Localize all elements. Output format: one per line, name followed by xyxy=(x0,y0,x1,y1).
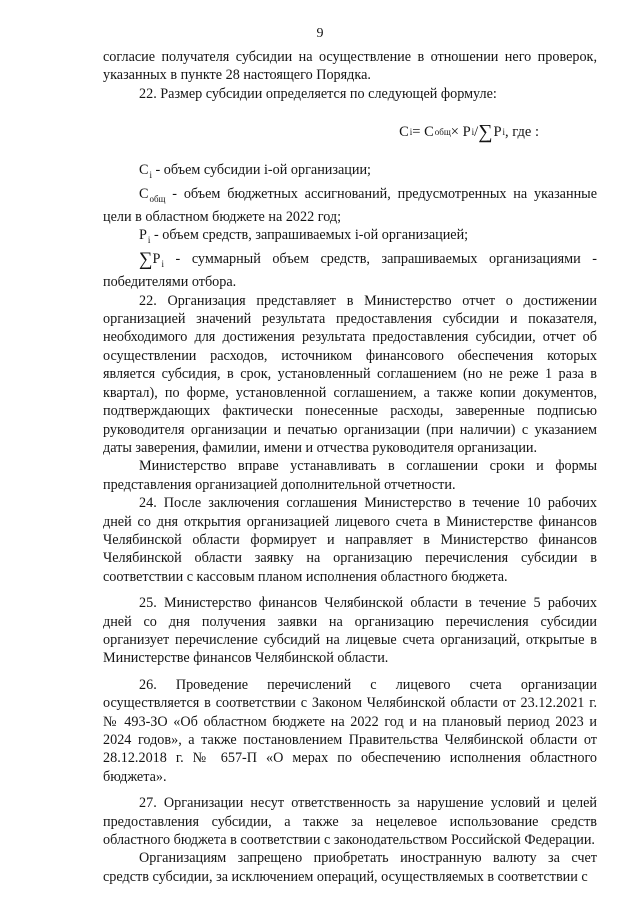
paragraph-currency: Организациям запрещено приобретать иностранную валюту за счет средств субсидии, за исключением операций, осуществляемых в соответствии с xyxy=(103,850,597,885)
paragraph-25: 25. Министерство финансов Челябинской области в течение 5 рабочих дней со дня получения заявки на организацию перечисления субсидии организует перечисление субсидий на лицевые счета организаций, открытые в Министерстве финансов Челябинской области. xyxy=(103,595,597,667)
definition-total-text: - объем бюджетных ассигнований, предусмотренных на указанные цели в областном бюджете на 2022 год; xyxy=(103,185,597,226)
subsidy-formula xyxy=(103,103,597,161)
formula-total-subscript: общ xyxy=(434,127,451,138)
definition-pi-symbol: P xyxy=(139,227,147,244)
paragraph-gap xyxy=(103,586,597,594)
paragraph-27: 27. Организации несут ответственность за нарушение условий и целей предоставления субсидии, а также за нецелевое использование средств областного бюджета в соответствии с законодательством Российской Федерации. xyxy=(103,795,597,849)
paragraph-gap xyxy=(103,668,597,676)
formula-lhs: C xyxy=(399,124,409,141)
paragraph-consent: согласие получателя субсидии на осуществление в отношении него проверок, указанных в пункте 28 настоящего Порядка. xyxy=(103,49,597,84)
definition-sum-var: P xyxy=(152,250,161,267)
definition-total-subscript: общ xyxy=(149,193,166,204)
definition-total-symbol: C xyxy=(139,185,149,202)
definition-sum xyxy=(103,250,597,292)
page-number: 9 xyxy=(316,26,324,41)
formula-sum-symbol: ∑ xyxy=(478,121,493,144)
formula-lhs-subscript: i xyxy=(409,127,413,138)
paragraph-gap xyxy=(103,786,597,794)
formula-tail: , где : xyxy=(505,124,539,141)
paragraph-24: 24. После заключения соглашения Министерство в течение 10 рабочих дней со дня открытия организацией лицевого счета в Министерстве финансов Челябинской области формирует и направляет в Министерство финансов Челябинской области заявку на организацию перечисления субсидии в соответствии с кассовым планом исполнения областного бюджета. xyxy=(103,495,597,585)
definition-total xyxy=(103,185,597,227)
paragraph-22-subsidy-size: 22. Размер субсидии определяется по следующей формуле: xyxy=(139,85,497,102)
paragraph-ministry-right: Министерство вправе устанавливать в соглашении сроки и формы представления организацией дополнительной отчетности. xyxy=(103,458,597,493)
formula-sum-var: P xyxy=(493,124,502,141)
definition-sum-subscript: i xyxy=(161,258,164,269)
definition-pi-subscript: i xyxy=(147,235,151,246)
definition-pi xyxy=(103,226,597,249)
definition-ci-subscript: i xyxy=(149,170,152,181)
formula-times: × P xyxy=(450,124,471,141)
paragraph-26: 26. Проведение перечислений с лицевого счета организации осуществляется в соответствии с Законом Челябинской области от 23.12.2021 г. № 493-ЗО «Об областном бюджете на 2022 год и на плановый период 2023 и 2024 годов», а также постановлением Правительства Челябинской области от 28.12.2018 г. № 657-П «О мерах по обеспечению исполнения областного бюджета». xyxy=(103,676,597,785)
formula-divide: / xyxy=(474,124,479,141)
definition-sum-text: - суммарный объем средств, запрашиваемых организациями - победителями отбора. xyxy=(103,250,597,291)
definition-ci-symbol: C xyxy=(139,162,149,179)
definition-sum-symbol: ∑ xyxy=(139,248,153,270)
definition-ci xyxy=(103,161,597,184)
formula-equals-total: = C xyxy=(412,124,434,141)
formula-p-subscript: i xyxy=(471,127,475,138)
definition-pi-text: - объем средств, запрашиваемых i-ой организацией; xyxy=(150,227,469,244)
formula-sum-subscript: i xyxy=(502,127,506,138)
definition-ci-text: - объем субсидии i-ой организации; xyxy=(151,162,372,179)
paragraph-22-report: 22. Организация представляет в Министерство отчет о достижении организацией значений результата предоставления субсидии и показателя, необходимого для достижения результата предоставления субсидии, отчет об осуществлении расходов, источником финансового обеспечения которых является субсидия, в срок, установленный соглашением (но не реже 1 раза в квартал), по форме, установленной соглашением, а также копии документов, подтверждающих фактически понесенные расходы, заверенные подписью руководителя организации и печатью организации (при наличии) с указанием даты заверения, фамилии, имени и отчества руководителя организации. xyxy=(103,292,597,456)
document-body xyxy=(103,48,597,886)
